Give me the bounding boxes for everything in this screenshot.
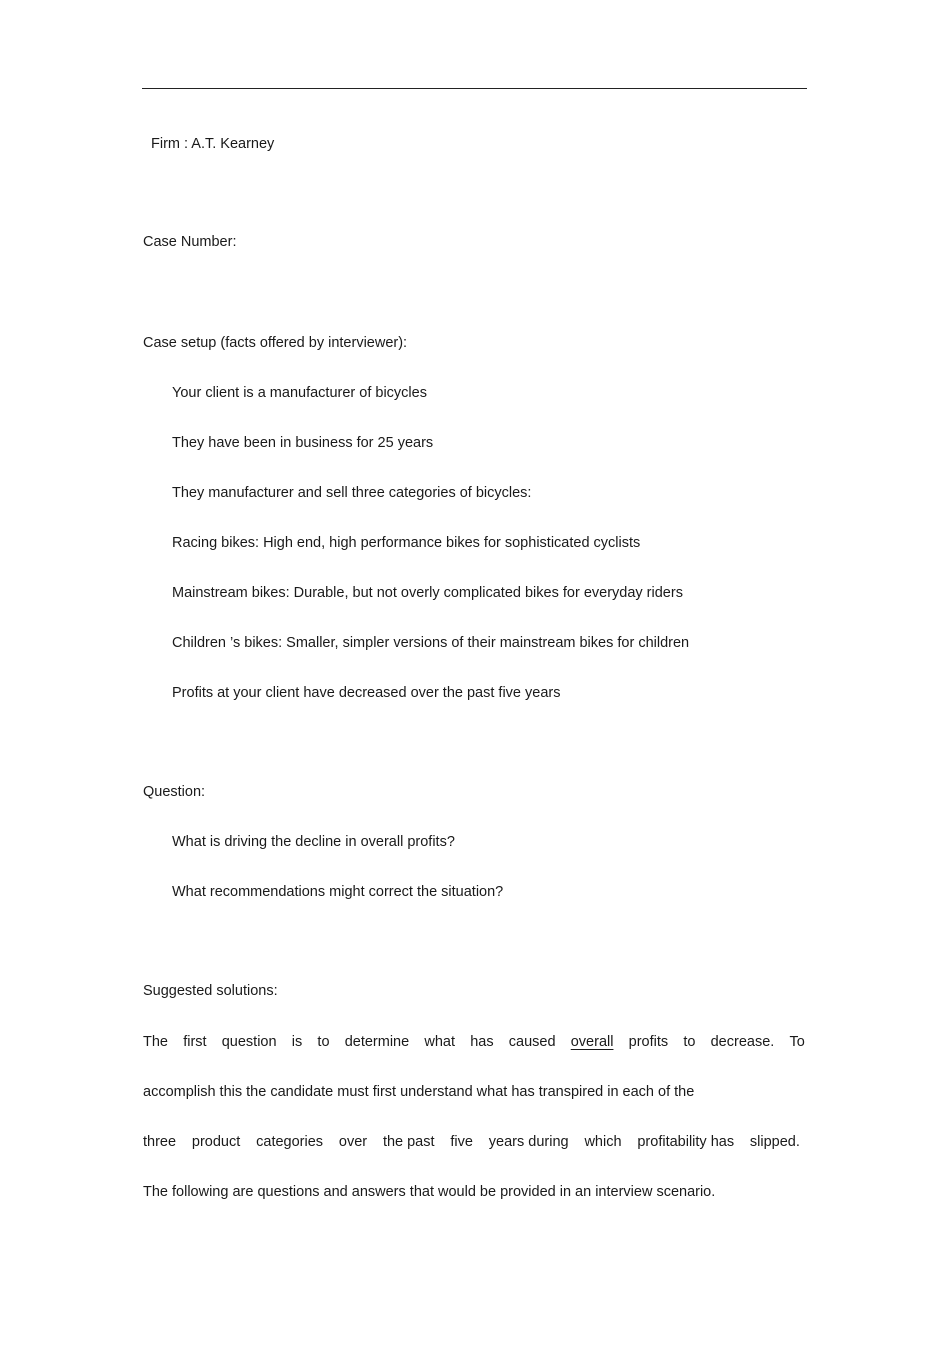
underlined-word-overall: overall	[570, 1034, 614, 1050]
word: to	[317, 1034, 330, 1050]
setup-item: They have been in business for 25 years	[172, 435, 434, 451]
word: profits	[628, 1034, 669, 1050]
word: The	[143, 1034, 168, 1050]
question-item: What is driving the decline in overall profits?	[172, 834, 455, 850]
word: to	[683, 1034, 696, 1050]
word: the past	[382, 1134, 435, 1150]
question-heading: Question:	[143, 784, 206, 800]
word: question	[221, 1034, 277, 1050]
question-item: What recommendations might correct the situation?	[172, 884, 504, 900]
word: five	[450, 1134, 473, 1150]
word: has	[470, 1034, 494, 1050]
word: which	[584, 1134, 622, 1150]
solution-paragraph-line-3	[143, 1133, 800, 1151]
setup-item: Children ’s bikes: Smaller, simpler versions of their mainstream bikes for children	[172, 635, 690, 651]
setup-item: Your client is a manufacturer of bicycles	[172, 385, 427, 401]
setup-heading: Case setup (facts offered by interviewer):	[143, 335, 408, 351]
word: decrease.	[710, 1034, 775, 1050]
setup-item: Racing bikes: High end, high performance bikes for sophisticated cyclists	[172, 535, 641, 551]
word: over	[338, 1134, 368, 1150]
header-rule	[142, 88, 807, 89]
setup-item: They manufacturer and sell three categories of bicycles:	[172, 485, 532, 501]
case-number-label: Case Number:	[143, 234, 237, 250]
word: determine	[344, 1034, 410, 1050]
word: categories	[256, 1134, 324, 1150]
setup-item: Profits at your client have decreased over the past five years	[172, 685, 561, 701]
word: To	[789, 1034, 805, 1050]
firm-line: Firm : A.T. Kearney	[151, 136, 275, 152]
word: first	[183, 1034, 207, 1050]
solutions-heading: Suggested solutions:	[143, 983, 278, 999]
word: caused	[508, 1034, 556, 1050]
solution-paragraph-line-4: The following are questions and answers that would be provided in an interview scenario.	[143, 1184, 716, 1200]
word: product	[191, 1134, 241, 1150]
setup-item: Mainstream bikes: Durable, but not overly complicated bikes for everyday riders	[172, 585, 683, 601]
word: years during	[488, 1134, 569, 1150]
word: what	[424, 1034, 456, 1050]
word: three	[143, 1134, 177, 1150]
solution-paragraph-line-2: accomplish this the candidate must first understand what has transpired in each of the	[143, 1084, 695, 1100]
word: is	[291, 1034, 303, 1050]
word: profitability has	[637, 1134, 735, 1150]
solution-paragraph-line-1	[143, 1033, 805, 1051]
word: slipped.	[749, 1134, 800, 1150]
